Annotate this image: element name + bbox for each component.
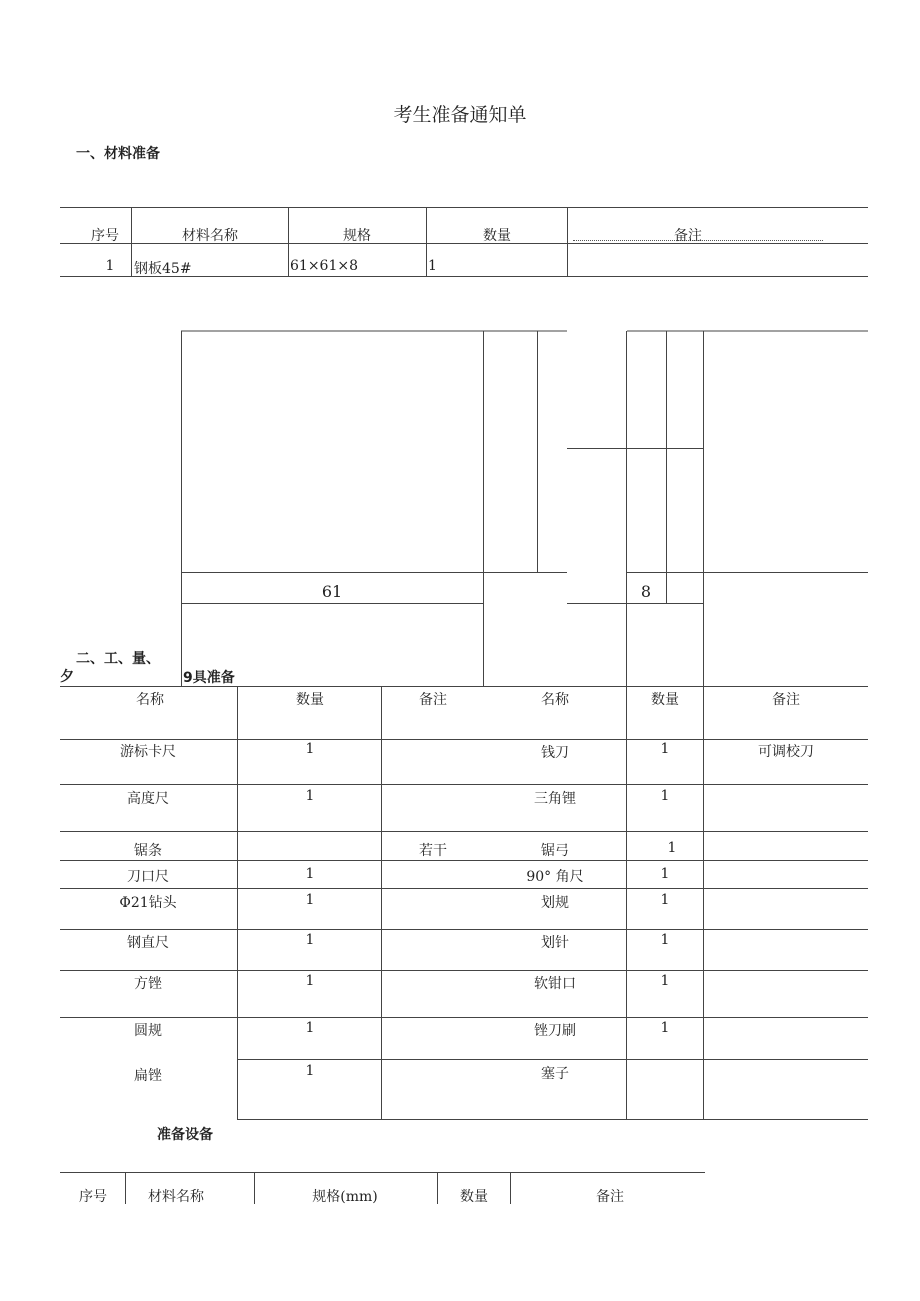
tool-name: 划规 [541, 895, 569, 911]
tool-name: 三角锂 [534, 791, 576, 807]
tool-qty: 1 [305, 741, 315, 757]
materials-cell-qty: 1 [428, 258, 437, 274]
materials-header-qty: 数量 [483, 228, 511, 244]
materials-cell-index: 1 [105, 258, 115, 274]
materials-header-spec: 规格 [343, 228, 371, 244]
tool-name: 锉刀刷 [534, 1023, 576, 1039]
tool-qty: 1 [660, 866, 670, 882]
materials-cell-spec: 61×61×8 [290, 258, 358, 274]
tool-name: Φ21钻头 [119, 895, 177, 911]
tool-name: 划针 [541, 935, 569, 951]
tool-name: 高度尺 [127, 791, 169, 807]
section-tools-heading-fragment: 夕 [60, 669, 74, 685]
tool-qty: 1 [660, 892, 670, 908]
tool-qty: 1 [660, 932, 670, 948]
materials-cell-name: 钢板45# [134, 261, 192, 277]
tool-qty: 1 [660, 1020, 670, 1036]
tool-name: 圆规 [134, 1023, 162, 1039]
tool-qty: 1 [305, 866, 315, 882]
equipment-header-qty: 数量 [460, 1189, 488, 1205]
materials-header-note: 备注 [674, 228, 702, 244]
tool-qty: 1 [660, 741, 670, 757]
tool-qty: 1 [660, 788, 670, 804]
equipment-header-name: 材料名称 [148, 1189, 204, 1205]
tool-qty: 1 [305, 973, 315, 989]
section-tools-heading: 二、工、量、 [76, 651, 160, 667]
section-equipment-heading: 准备设备 [157, 1127, 213, 1143]
equipment-header-spec: 规格(mm) [312, 1189, 378, 1205]
tool-name: 游标卡尺 [120, 744, 176, 760]
tools-header-qty-right: 数量 [651, 692, 679, 708]
tools-header-name-right: 名称 [541, 692, 569, 708]
tool-name: 刀口尺 [127, 869, 169, 885]
tool-qty: 1 [305, 932, 315, 948]
section-tools-heading-tail: 9具准备 [183, 670, 235, 686]
materials-header-index: 序号 [91, 228, 119, 244]
dimension-width: 61 [321, 582, 343, 601]
tool-qty: 1 [660, 973, 670, 989]
tool-name: 锯条 [134, 843, 162, 859]
tools-header-note-right: 备注 [772, 692, 800, 708]
tool-qty: 1 [305, 1020, 315, 1036]
tool-name: 钱刀 [541, 745, 569, 761]
tool-name: 软钳口 [534, 976, 576, 992]
tools-header-name-left: 名称 [136, 692, 164, 708]
tools-header-qty-left: 数量 [296, 692, 324, 708]
section-materials-heading: 一、材料准备 [76, 146, 160, 162]
tool-note: 可调校刀 [758, 744, 814, 760]
tool-qty: 1 [305, 892, 315, 908]
page-title: 考生准备通知单 [393, 104, 527, 126]
tool-name: 塞子 [541, 1066, 569, 1082]
tool-name: 扁锉 [134, 1068, 162, 1084]
tools-header-note-left: 备注 [419, 692, 447, 708]
tool-name: 钢直尺 [127, 935, 169, 951]
tool-note: 若干 [419, 843, 447, 859]
tool-name: 90° 角尺 [526, 869, 584, 885]
tool-qty: 1 [667, 840, 677, 856]
materials-header-name: 材料名称 [182, 228, 238, 244]
tool-qty: 1 [305, 788, 315, 804]
dimension-thickness: 8 [640, 582, 652, 601]
equipment-header-index: 序号 [79, 1189, 107, 1205]
equipment-header-note: 备注 [596, 1189, 624, 1205]
tool-qty: 1 [305, 1063, 315, 1079]
tool-name: 锯弓 [541, 843, 569, 859]
tool-name: 方锉 [134, 976, 162, 992]
